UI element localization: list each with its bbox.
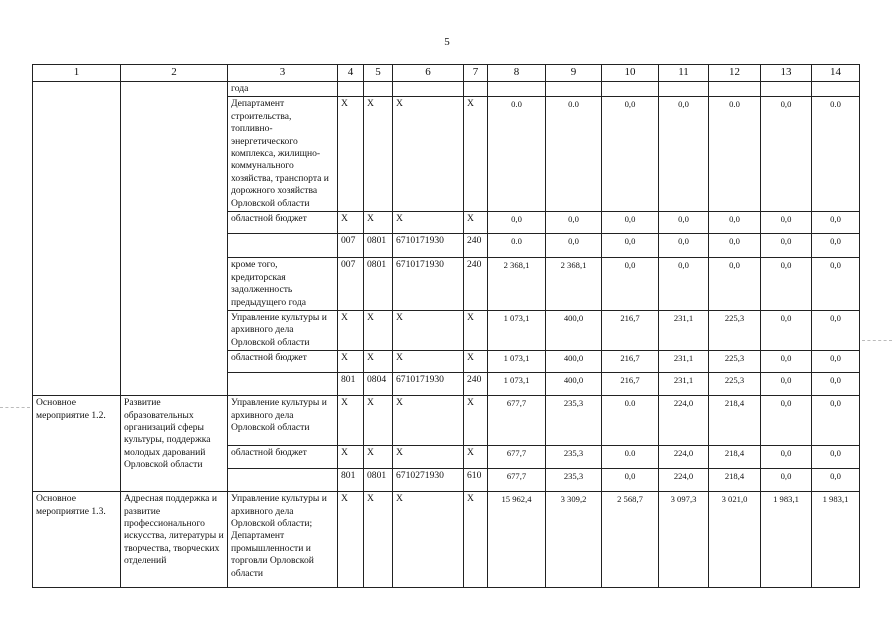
col-header: 14 (812, 65, 860, 82)
value-cell: 1 073,1 (488, 351, 546, 373)
value-cell: 0,0 (761, 469, 812, 492)
value-cell: 0,0 (761, 234, 812, 258)
value-cell: 0,0 (659, 97, 709, 212)
value-cell: 15 962,4 (488, 492, 546, 588)
col-header: 5 (364, 65, 393, 82)
csr-cell: 6710171930 (393, 373, 464, 396)
value-cell: 0,0 (602, 212, 659, 234)
scan-artifact (862, 340, 892, 341)
rzpr-cell: X (364, 492, 393, 588)
rzpr-cell: X (364, 351, 393, 373)
value-cell: 231,1 (659, 351, 709, 373)
value-cell: 1 983,1 (761, 492, 812, 588)
grbs-cell: X (338, 446, 364, 469)
rzpr-cell: X (364, 446, 393, 469)
value-cell: 0,0 (812, 351, 860, 373)
activity-cell: Основное мероприятие 1.3. (33, 492, 121, 588)
grbs-cell: X (338, 492, 364, 588)
csr-cell: X (393, 446, 464, 469)
rzpr-cell: 0801 (364, 234, 393, 258)
activity-cell: Основное мероприятие 1.2. (33, 396, 121, 492)
value-cell: 0.0 (812, 97, 860, 212)
scan-artifact (0, 407, 30, 408)
value-cell: 0,0 (761, 97, 812, 212)
description-cell: Развитие образовательных организаций сферы культуры, поддержка молодых дарований Орловской области (121, 396, 228, 492)
value-cell: 3 021,0 (709, 492, 761, 588)
value-cell: 225,3 (709, 351, 761, 373)
grbs-cell: X (338, 396, 364, 446)
value-cell: 0.0 (602, 396, 659, 446)
vr-cell: 240 (464, 373, 488, 396)
executor-cell: кроме того, кредиторская задолженность предыдущего года (228, 258, 338, 311)
value-cell: 677,7 (488, 446, 546, 469)
value-cell: 216,7 (602, 351, 659, 373)
value-cell: 218,4 (709, 469, 761, 492)
value-cell: 0,0 (602, 258, 659, 311)
rzpr-cell: 0801 (364, 469, 393, 492)
value-cell: 0,0 (709, 258, 761, 311)
vr-cell: X (464, 492, 488, 588)
grbs-cell: X (338, 97, 364, 212)
grbs-cell: 007 (338, 258, 364, 311)
vr-cell: 610 (464, 469, 488, 492)
csr-cell: X (393, 212, 464, 234)
col-header: 7 (464, 65, 488, 82)
table-row (33, 82, 860, 97)
value-cell: 677,7 (488, 469, 546, 492)
grbs-cell: 801 (338, 469, 364, 492)
header-row (33, 65, 860, 82)
value-cell: 0,0 (812, 234, 860, 258)
value-cell: 677,7 (488, 396, 546, 446)
value-cell: 224,0 (659, 446, 709, 469)
vr-cell: X (464, 212, 488, 234)
value-cell: 0.0 (602, 446, 659, 469)
value-cell: 0,0 (709, 212, 761, 234)
executor-cell: Управление культуры и архивного дела Орловской области (228, 396, 338, 446)
csr-cell: X (393, 396, 464, 446)
vr-cell: 240 (464, 258, 488, 311)
value-cell: 231,1 (659, 373, 709, 396)
col-header: 3 (228, 65, 338, 82)
value-cell: 0,0 (812, 469, 860, 492)
executor-cell: областной бюджет (228, 212, 338, 234)
value-cell: 224,0 (659, 469, 709, 492)
value-cell: 3 309,2 (546, 492, 602, 588)
csr-cell: X (393, 97, 464, 212)
csr-cell: X (393, 492, 464, 588)
executor-cell: Управление культуры и архивного дела Орловской области; Департамент промышленности и торговли Орловской области (228, 492, 338, 588)
col-header: 8 (488, 65, 546, 82)
value-cell: 224,0 (659, 396, 709, 446)
vr-cell: X (464, 97, 488, 212)
grbs-cell: X (338, 351, 364, 373)
executor-cell: областной бюджет (228, 446, 338, 469)
value-cell: 2 368,1 (488, 258, 546, 311)
col-header: 1 (33, 65, 121, 82)
description-cell (121, 82, 228, 396)
executor-cell (228, 373, 338, 396)
grbs-cell: 007 (338, 234, 364, 258)
value-cell: 400,0 (546, 351, 602, 373)
executor-cell: Управление культуры и архивного дела Орловской области (228, 311, 338, 351)
value-cell: 2 368,1 (546, 258, 602, 311)
value-cell: 235,3 (546, 396, 602, 446)
grbs-cell: X (338, 212, 364, 234)
value-cell: 0,0 (812, 373, 860, 396)
value-cell: 2 568,7 (602, 492, 659, 588)
value-cell: 0,0 (602, 97, 659, 212)
col-header: 2 (121, 65, 228, 82)
value-cell: 0,0 (659, 212, 709, 234)
value-cell: 218,4 (709, 396, 761, 446)
value-cell: 0,0 (812, 396, 860, 446)
activity-cell (33, 82, 121, 396)
value-cell: 216,7 (602, 311, 659, 351)
value-cell: 1 983,1 (812, 492, 860, 588)
value-cell: 400,0 (546, 373, 602, 396)
csr-cell: 6710271930 (393, 469, 464, 492)
rzpr-cell: X (364, 97, 393, 212)
grbs-cell: X (338, 311, 364, 351)
page-number: 5 (444, 36, 450, 48)
col-header: 11 (659, 65, 709, 82)
executor-cell: года (228, 82, 338, 97)
value-cell: 400,0 (546, 311, 602, 351)
value-cell: 0,0 (761, 258, 812, 311)
col-header: 12 (709, 65, 761, 82)
executor-cell: Департамент строительства, топливно-энергетического комплекса, жилищно-коммунального хозяйства, транспорта и дорожного хозяйства Орловской области (228, 97, 338, 212)
vr-cell: X (464, 351, 488, 373)
value-cell: 0,0 (761, 446, 812, 469)
value-cell: 0,0 (761, 311, 812, 351)
value-cell: 235,3 (546, 446, 602, 469)
vr-cell: X (464, 446, 488, 469)
value-cell: 0.0 (488, 234, 546, 258)
value-cell: 0,0 (602, 469, 659, 492)
col-header: 4 (338, 65, 364, 82)
value-cell: 0,0 (546, 234, 602, 258)
description-cell: Адресная поддержка и развитие профессионального искусства, литературы и творчества, творческих отделений (121, 492, 228, 588)
value-cell: 0,0 (812, 446, 860, 469)
value-cell: 0,0 (659, 234, 709, 258)
value-cell: 1 073,1 (488, 311, 546, 351)
executor-cell (228, 234, 338, 258)
value-cell: 0,0 (761, 212, 812, 234)
value-cell: 216,7 (602, 373, 659, 396)
vr-cell: X (464, 311, 488, 351)
value-cell: 0,0 (812, 212, 860, 234)
value-cell: 3 097,3 (659, 492, 709, 588)
executor-cell: областной бюджет (228, 351, 338, 373)
value-cell: 0,0 (659, 258, 709, 311)
value-cell: 0,0 (546, 212, 602, 234)
vr-cell: X (464, 396, 488, 446)
value-cell: 0,0 (812, 311, 860, 351)
value-cell: 0,0 (488, 212, 546, 234)
value-cell: 218,4 (709, 446, 761, 469)
csr-cell: 6710171930 (393, 234, 464, 258)
value-cell: 235,3 (546, 469, 602, 492)
value-cell: 1 073,1 (488, 373, 546, 396)
budget-table (32, 64, 860, 588)
value-cell: 225,3 (709, 373, 761, 396)
table-row (33, 492, 860, 588)
value-cell: 0,0 (709, 234, 761, 258)
rzpr-cell: X (364, 396, 393, 446)
value-cell: 0.0 (488, 97, 546, 212)
value-cell: 0,0 (761, 351, 812, 373)
vr-cell: 240 (464, 234, 488, 258)
csr-cell: X (393, 311, 464, 351)
value-cell: 225,3 (709, 311, 761, 351)
rzpr-cell: 0804 (364, 373, 393, 396)
table-row (33, 396, 860, 446)
csr-cell: X (393, 351, 464, 373)
value-cell: 0.0 (709, 97, 761, 212)
col-header: 9 (546, 65, 602, 82)
value-cell: 231,1 (659, 311, 709, 351)
value-cell: 0,0 (761, 373, 812, 396)
value-cell: 0,0 (602, 234, 659, 258)
value-cell: 0,0 (761, 396, 812, 446)
executor-cell (228, 469, 338, 492)
col-header: 6 (393, 65, 464, 82)
col-header: 10 (602, 65, 659, 82)
rzpr-cell: 0801 (364, 258, 393, 311)
rzpr-cell: X (364, 212, 393, 234)
value-cell: 0,0 (812, 258, 860, 311)
col-header: 13 (761, 65, 812, 82)
rzpr-cell: X (364, 311, 393, 351)
csr-cell: 6710171930 (393, 258, 464, 311)
value-cell: 0.0 (546, 97, 602, 212)
grbs-cell: 801 (338, 373, 364, 396)
